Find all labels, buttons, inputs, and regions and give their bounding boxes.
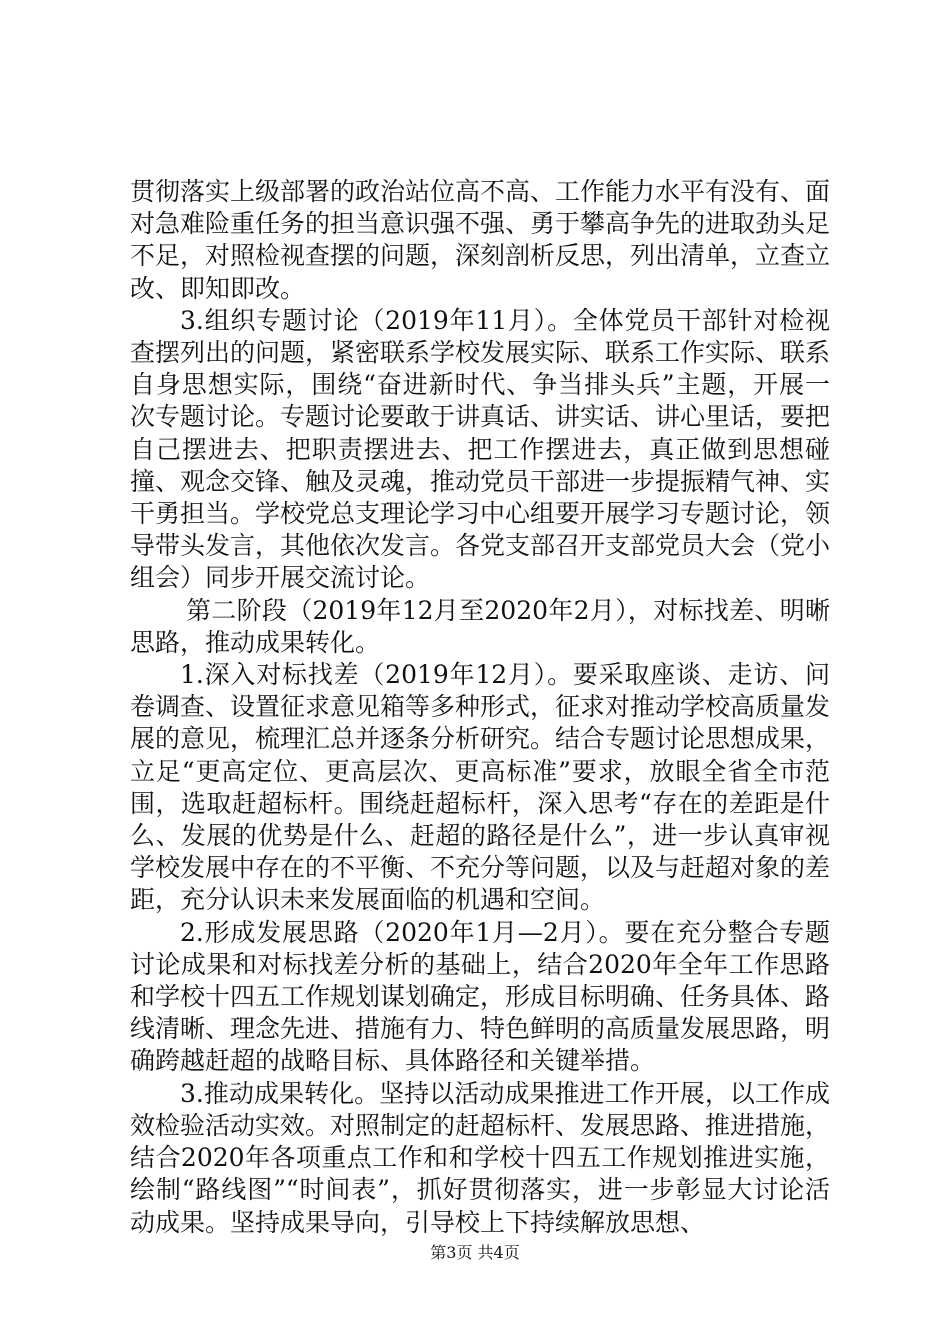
paragraph-results-transformation: 3.推动成果转化。坚持以活动成果推进工作开展，以工作成效检验活动实效。对照制定的赶超标杆、发展思路、推进措施，结合2020年各项重点工作和和学校十四五工作规划推进实施，绘制“路线图”“时间表”，抓好贯彻落实，进一步彰显大讨论活动成果。坚持成果导向，引导校上下持续解放思想、	[130, 1078, 831, 1237]
paragraph-benchmarking: 1.深入对标找差（2019年12月）。要采取座谈、走访、问卷调查、设置征求意见箱等多种形式，征求对推动学校高质量发展的意见，梳理汇总并逐条分析研究。结合专题讨论思想成果，立足“更高定位、更高层次、更高标准”要求，放眼全省全市范围，选取赶超标杆。围绕赶超标杆，深入思考“存在的差距是什么、发展的优势是什么、赶超的路径是什么”，进一步认真审视学校发展中存在的不平衡、不充分等问题，以及与赶超对象的差距，充分认识未来发展面临的机遇和空间。	[130, 660, 831, 915]
paragraph-topic-discussion: 3.组织专题讨论（2019年11月）。全体党员干部针对检视查摆列出的问题，紧密联系学校发展实际、联系工作实际、联系自身思想实际，围绕“奋进新时代、争当排头兵”主题，开展一次专题讨论。专题讨论要敢于讲真话、讲实话、讲心里话，要把自己摆进去、把职责摆进去、把工作摆进去，真正做到思想碰撞、观念交锋、触及灵魂，推动党员干部进一步提振精气神、实干勇担当。学校党总支理论学习中心组要开展学习专题讨论，领导带头发言，其他依次发言。各党支部召开支部党员大会（党小组会）同步开展交流讨论。	[130, 305, 831, 593]
document-body	[130, 176, 830, 1239]
paragraph-continuation: 贯彻落实上级部署的政治站位高不高、工作能力水平有没有、面对急难险重任务的担当意识强不强、勇于攀高争先的进取劲头足不足，对照检视查摆的问题，深刻剖析反思，列出清单，立查立改、即知即改。	[130, 177, 831, 303]
page-footer: 第3页 共4页	[430, 1243, 520, 1262]
paragraph-development-ideas: 2.形成发展思路（2020年1月—2月）。要在充分整合专题讨论成果和对标找差分析的基础上，结合2020年全年工作思路和学校十四五工作规划谋划确定，形成目标明确、任务具体、路线清晰、理念先进、措施有力、特色鲜明的高质量发展思路，明确跨越赶超的战略目标、具体路径和关键举措。	[130, 917, 831, 1076]
paragraph-phase-two: 第二阶段（2019年12月至2020年2月），对标找差、明晰思路，推动成果转化。	[130, 595, 830, 657]
